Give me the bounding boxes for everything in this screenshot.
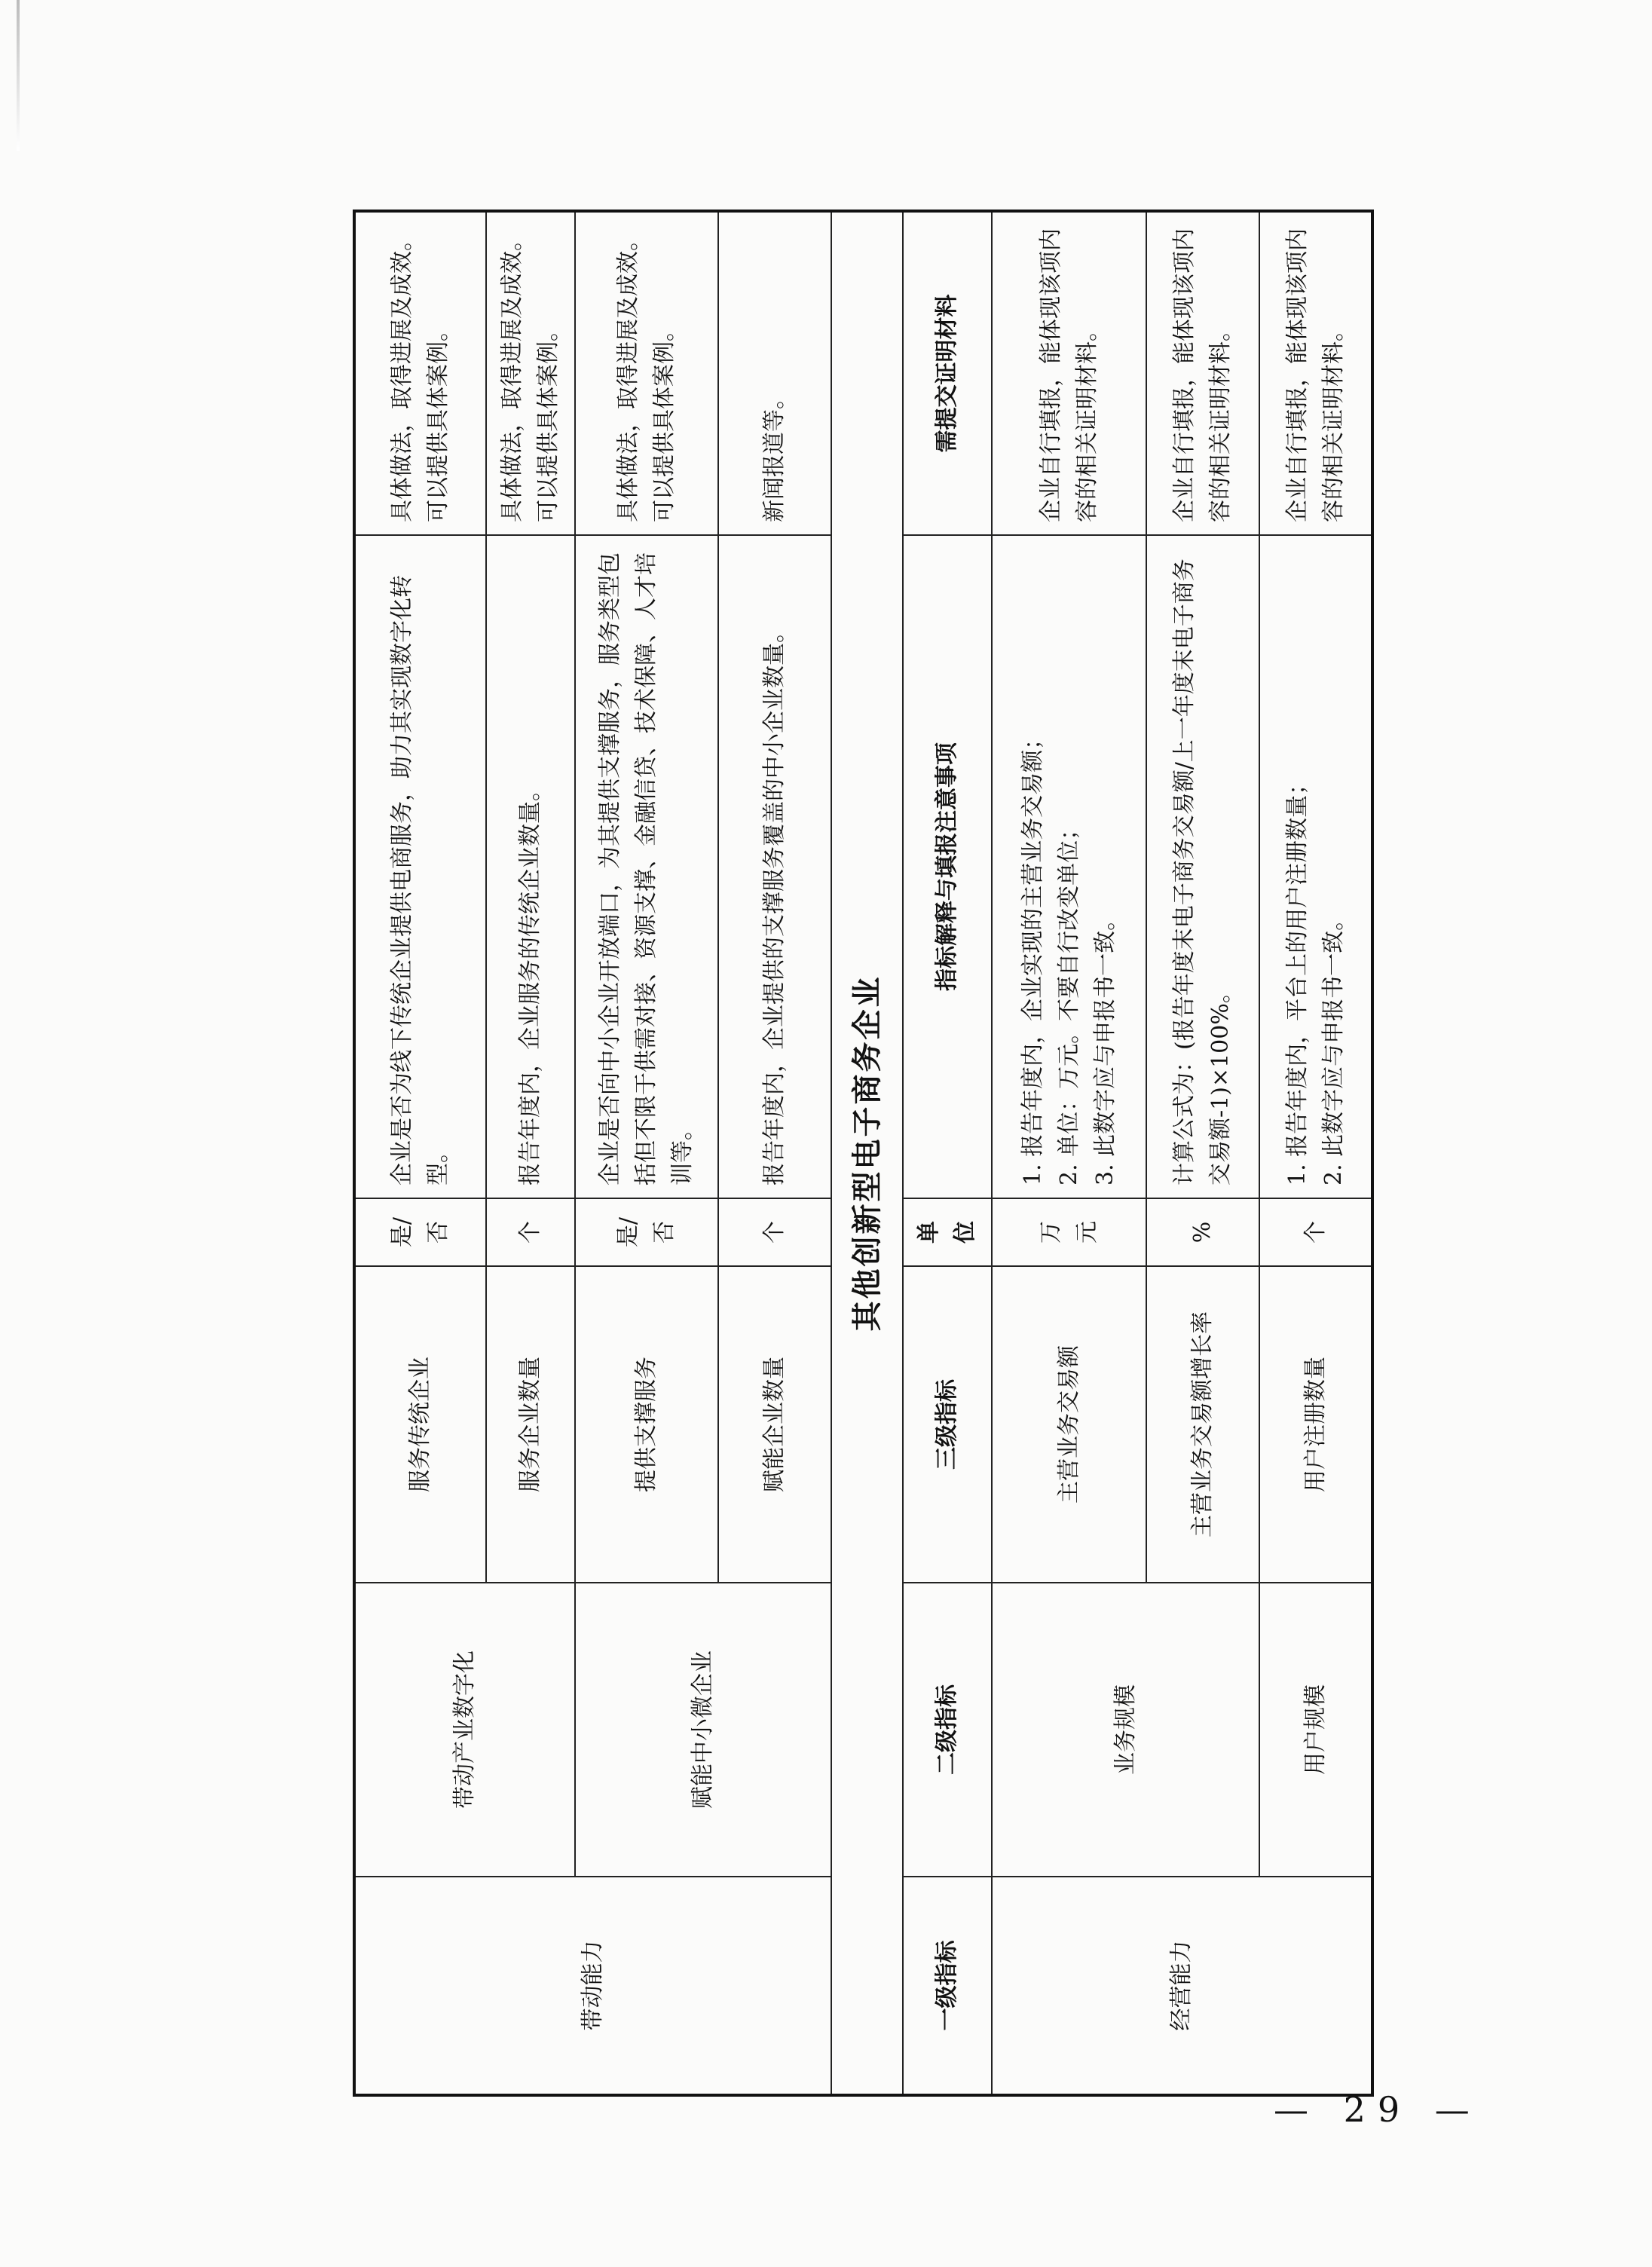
explain-cell <box>992 535 1146 1198</box>
level3-cell: 主营业务交易额 <box>992 1266 1146 1583</box>
header-level2: 二级指标 <box>903 1583 992 1877</box>
materials-cell: 企业自行填报，能体现该项内容的相关证明材料。 <box>1146 211 1259 535</box>
explain-line: 1. 报告年度内，平台上的用户注册数量； <box>1283 772 1311 1186</box>
level3-cell: 用户注册数量 <box>1259 1266 1372 1583</box>
level3-cell: 服务企业数量 <box>486 1266 575 1583</box>
explain-cell: 报告年度内，企业服务的传统企业数量。 <box>486 535 575 1198</box>
level2-cell: 赋能中小微企业 <box>575 1583 831 1877</box>
materials-cell: 具体做法，取得进展及成效。可以提供具体案例。 <box>575 211 718 535</box>
explain-cell: 企业是否为线下传统企业提供电商服务，助力其实现数字化转型。 <box>354 535 486 1198</box>
level2-cell: 带动产业数字化 <box>354 1583 575 1877</box>
header-unit: 单位 <box>903 1198 992 1266</box>
unit-cell: 个 <box>486 1198 575 1266</box>
explain-cell: 企业是否向中小企业开放端口，为其提供支撑服务，服务类型包括但不限于供需对接、资源支撑、金融信贷、技术保障、人才培训等。 <box>575 535 718 1198</box>
materials-cell: 企业自行填报，能体现该项内容的相关证明材料。 <box>1259 211 1372 535</box>
unit-cell: 个 <box>718 1198 831 1266</box>
materials-cell: 新闻报道等。 <box>718 211 831 535</box>
level2-cell: 用户规模 <box>1259 1583 1372 1877</box>
materials-cell: 具体做法，取得进展及成效。可以提供具体案例。 <box>354 211 486 535</box>
unit-cell: % <box>1146 1198 1259 1266</box>
level3-cell: 提供支撑服务 <box>575 1266 718 1583</box>
explain-line: 1. 报告年度内，企业实现的主营业务交易额； <box>1019 727 1046 1186</box>
unit-cell: 是/否 <box>575 1198 718 1266</box>
header-explain: 指标解释与填报注意事项 <box>903 535 992 1198</box>
level3-cell: 主营业务交易额增长率 <box>1146 1266 1259 1583</box>
explain-line: 2. 此数字应与申报书一致。 <box>1320 907 1347 1186</box>
header-level1: 一级指标 <box>903 1877 992 2095</box>
section-title: 其他创新型电子商务企业 <box>831 211 903 2095</box>
unit-cell: 个 <box>1259 1198 1372 1266</box>
table-row <box>575 211 718 2095</box>
level3-cell: 赋能企业数量 <box>718 1266 831 1583</box>
level1-cell: 经营能力 <box>992 1877 1372 2095</box>
header-level3: 三级指标 <box>903 1266 992 1583</box>
level1-cell: 带动能力 <box>354 1877 831 2095</box>
explain-line: 3. 此数字应与申报书一致。 <box>1091 907 1118 1186</box>
rotated-table-container <box>353 213 1348 2097</box>
section-title-row <box>831 211 903 2095</box>
explain-cell <box>1146 535 1259 1198</box>
explain-cell <box>1259 535 1372 1198</box>
page-number: — 29 — <box>1274 2089 1482 2130</box>
explain-cell: 报告年度内，企业提供的支撑服务覆盖的中小企业数量。 <box>718 535 831 1198</box>
table-row <box>354 211 486 2095</box>
table-row <box>1259 211 1372 2095</box>
header-row <box>903 211 992 2095</box>
scan-edge-mark <box>17 0 20 151</box>
unit-cell: 是/否 <box>354 1198 486 1266</box>
materials-cell: 具体做法，取得进展及成效。可以提供具体案例。 <box>486 211 575 535</box>
explain-line: 2. 单位：万元。不要自行改变单位； <box>1055 817 1082 1186</box>
unit-cell: 万元 <box>992 1198 1146 1266</box>
level3-cell: 服务传统企业 <box>354 1266 486 1583</box>
indicator-table <box>353 210 1374 2097</box>
level2-cell: 业务规模 <box>992 1583 1259 1877</box>
header-materials: 需提交证明材料 <box>903 211 992 535</box>
materials-cell: 企业自行填报，能体现该项内容的相关证明材料。 <box>992 211 1146 535</box>
table-row <box>992 211 1146 2095</box>
explain-line: 计算公式为：(报告年度末电子商务交易额/上一年度末电子商务交易额-1)×100%。 <box>1171 558 1234 1186</box>
